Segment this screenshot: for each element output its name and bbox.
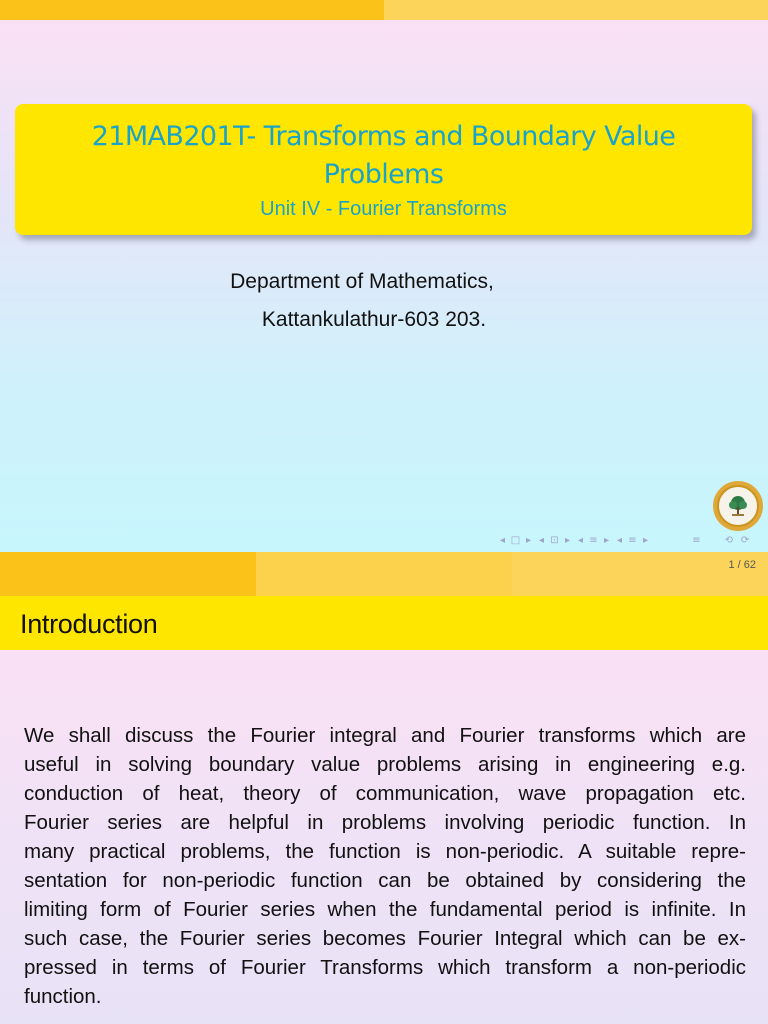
body-line: function. bbox=[24, 985, 102, 1008]
frame-title-bar bbox=[0, 596, 768, 650]
nav-prev-frame-icon[interactable]: ◂ bbox=[499, 535, 506, 546]
footer-band-left bbox=[0, 552, 256, 596]
body-line: limiting form of Fourier series when the fundamental period is infinite. In bbox=[24, 898, 746, 921]
frame-title: Introduction bbox=[20, 609, 158, 639]
body-line: We shall discuss the Fourier integral and Fourier transforms which are bbox=[24, 724, 746, 747]
top-bar-left bbox=[0, 0, 384, 20]
top-bar-right bbox=[384, 0, 768, 20]
body-line: such case, the Fourier series becomes Fourier Integral which can be ex- bbox=[24, 927, 746, 950]
body-line: many practical problems, the function is non-periodic. A suitable repre- bbox=[24, 840, 746, 863]
nav-next-section-icon[interactable]: ▸ bbox=[603, 535, 610, 546]
footer-band bbox=[0, 552, 768, 596]
nav-forward-icon[interactable]: ⟳ bbox=[740, 535, 750, 546]
nav-next-frame-icon[interactable]: ▸ bbox=[525, 535, 532, 546]
nav-section-icon[interactable]: ≡ bbox=[589, 535, 598, 546]
title-line-2: Problems bbox=[323, 159, 444, 190]
nav-prev-section-icon[interactable]: ◂ bbox=[577, 535, 584, 546]
body-line: useful in solving boundary value problems arising in engineering e.g. bbox=[24, 753, 746, 776]
footer-band-right bbox=[512, 552, 768, 596]
subtitle: Unit IV - Fourier Transforms bbox=[260, 198, 507, 220]
nav-prev-doc-icon[interactable]: ◂ bbox=[616, 535, 623, 546]
nav-subsection-icon[interactable]: ⊡ bbox=[550, 535, 559, 546]
nav-doc-icon[interactable]: ≡ bbox=[628, 535, 637, 546]
nav-frame-icon[interactable]: □ bbox=[510, 535, 521, 546]
university-seal-icon bbox=[713, 481, 763, 531]
nav-appendix-icon[interactable]: ≡ bbox=[692, 535, 701, 546]
introduction-slide bbox=[0, 596, 768, 1024]
beamer-navigation bbox=[496, 535, 652, 546]
beamer-navigation-right bbox=[690, 535, 752, 546]
body-line: sentation for non-periodic function can be obtained by considering the bbox=[24, 869, 746, 892]
footer-band-middle bbox=[256, 552, 512, 596]
nav-back-icon[interactable]: ⟲ bbox=[724, 535, 734, 546]
nav-next-doc-icon[interactable]: ▸ bbox=[642, 535, 649, 546]
body-line: pressed in terms of Fourier Transforms which transform a non-periodic bbox=[24, 956, 746, 979]
department-name: Department of Mathematics, bbox=[230, 270, 494, 293]
nav-next-subsection-icon[interactable]: ▸ bbox=[564, 535, 571, 546]
department-address: Kattankulathur-603 203. bbox=[261, 308, 487, 331]
top-bar bbox=[0, 0, 768, 20]
title-box bbox=[15, 104, 752, 235]
body-line: Fourier series are helpful in problems involving periodic function. In bbox=[24, 811, 746, 834]
body-line: conduction of heat, theory of communication, wave propagation etc. bbox=[24, 782, 746, 805]
title-line-1: 21MAB201T- Transforms and Boundary Value bbox=[91, 121, 676, 152]
nav-prev-subsection-icon[interactable]: ◂ bbox=[538, 535, 545, 546]
page-indicator: 1 / 62 bbox=[728, 559, 756, 571]
body-paragraph bbox=[24, 721, 746, 1011]
